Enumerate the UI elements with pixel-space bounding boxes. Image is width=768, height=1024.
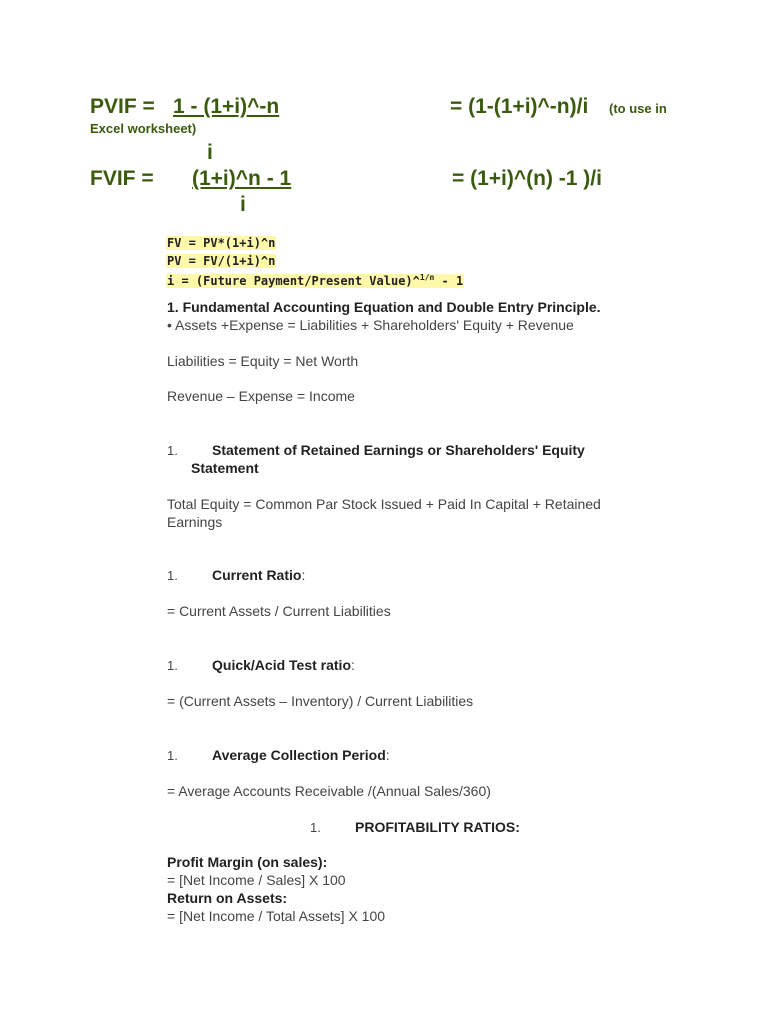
total-equity-equation-continued: Earnings — [167, 514, 223, 530]
current-ratio-colon: : — [301, 567, 306, 583]
retained-earnings-title: Statement of Retained Earnings or Shareholders' Equity — [212, 442, 585, 458]
fvif-numerator: (1+i)^n - 1 — [192, 167, 292, 190]
highlighted-formulas — [166, 234, 464, 290]
current-ratio-equation: = Current Assets / Current Liabilities — [167, 603, 391, 619]
income-equation: Revenue – Expense = Income — [167, 388, 355, 404]
fvif-denominator: i — [240, 193, 246, 216]
pvif-excel-formula: = (1-(1+i)^-n)/i — [450, 95, 589, 118]
list-number: 1. — [167, 748, 178, 763]
section-heading-fundamental: 1. Fundamental Accounting Equation and Double Entry Principle. — [167, 299, 601, 315]
collection-period-colon: : — [385, 747, 390, 763]
quick-ratio-heading — [212, 657, 355, 673]
profitability-ratios-title: PROFITABILITY RATIOS: — [355, 819, 520, 835]
fvif-excel-formula: = (1+i)^(n) -1 )/i — [452, 167, 602, 190]
fvif-label: FVIF = — [90, 167, 154, 190]
return-on-assets-equation: = [Net Income / Total Assets] X 100 — [167, 908, 386, 924]
collection-period-heading — [212, 747, 390, 763]
pvif-denominator: i — [207, 141, 213, 164]
rate-formula-base: i = (Future Payment/Present Value)^ — [167, 274, 420, 288]
return-on-assets-title: Return on Assets: — [167, 890, 288, 906]
pvif-note-continued: Excel worksheet) — [90, 121, 197, 136]
current-ratio-heading — [212, 567, 305, 583]
rate-formula-tail: - 1 — [434, 274, 464, 288]
collection-period-title: Average Collection Period — [212, 747, 386, 763]
pvif-numerator: 1 - (1+i)^-n — [173, 95, 280, 118]
quick-ratio-equation: = (Current Assets – Inventory) / Current Liabilities — [167, 693, 474, 709]
total-equity-equation: Total Equity = Common Par Stock Issued + Paid In Capital + Retained — [167, 496, 601, 512]
list-number: 1. — [167, 658, 178, 673]
quick-ratio-title: Quick/Acid Test ratio — [212, 657, 351, 673]
list-number: 1. — [167, 568, 178, 583]
fv-formula: FV = PV*(1+i)^n — [167, 236, 276, 250]
pvif-label: PVIF = — [90, 95, 155, 118]
pv-formula: PV = FV/(1+i)^n — [167, 254, 276, 268]
current-ratio-title: Current Ratio — [212, 567, 302, 583]
list-number: 1. — [167, 443, 178, 458]
rate-formula — [166, 274, 464, 288]
list-number: 1. — [310, 820, 321, 835]
collection-period-equation: = Average Accounts Receivable /(Annual Sales/360) — [167, 783, 491, 799]
accounting-equation: • Assets +Expense = Liabilities + Shareholders' Equity + Revenue — [167, 317, 574, 333]
rate-formula-exponent: 1/n — [419, 273, 435, 282]
pvif-note: (to use in — [609, 101, 667, 116]
quick-ratio-colon: : — [351, 657, 355, 673]
profit-margin-title: Profit Margin (on sales): — [167, 854, 328, 870]
liabilities-equation: Liabilities = Equity = Net Worth — [167, 353, 359, 369]
profit-margin-equation: = [Net Income / Sales] X 100 — [167, 872, 346, 888]
retained-earnings-title-continued: Statement — [191, 460, 259, 476]
